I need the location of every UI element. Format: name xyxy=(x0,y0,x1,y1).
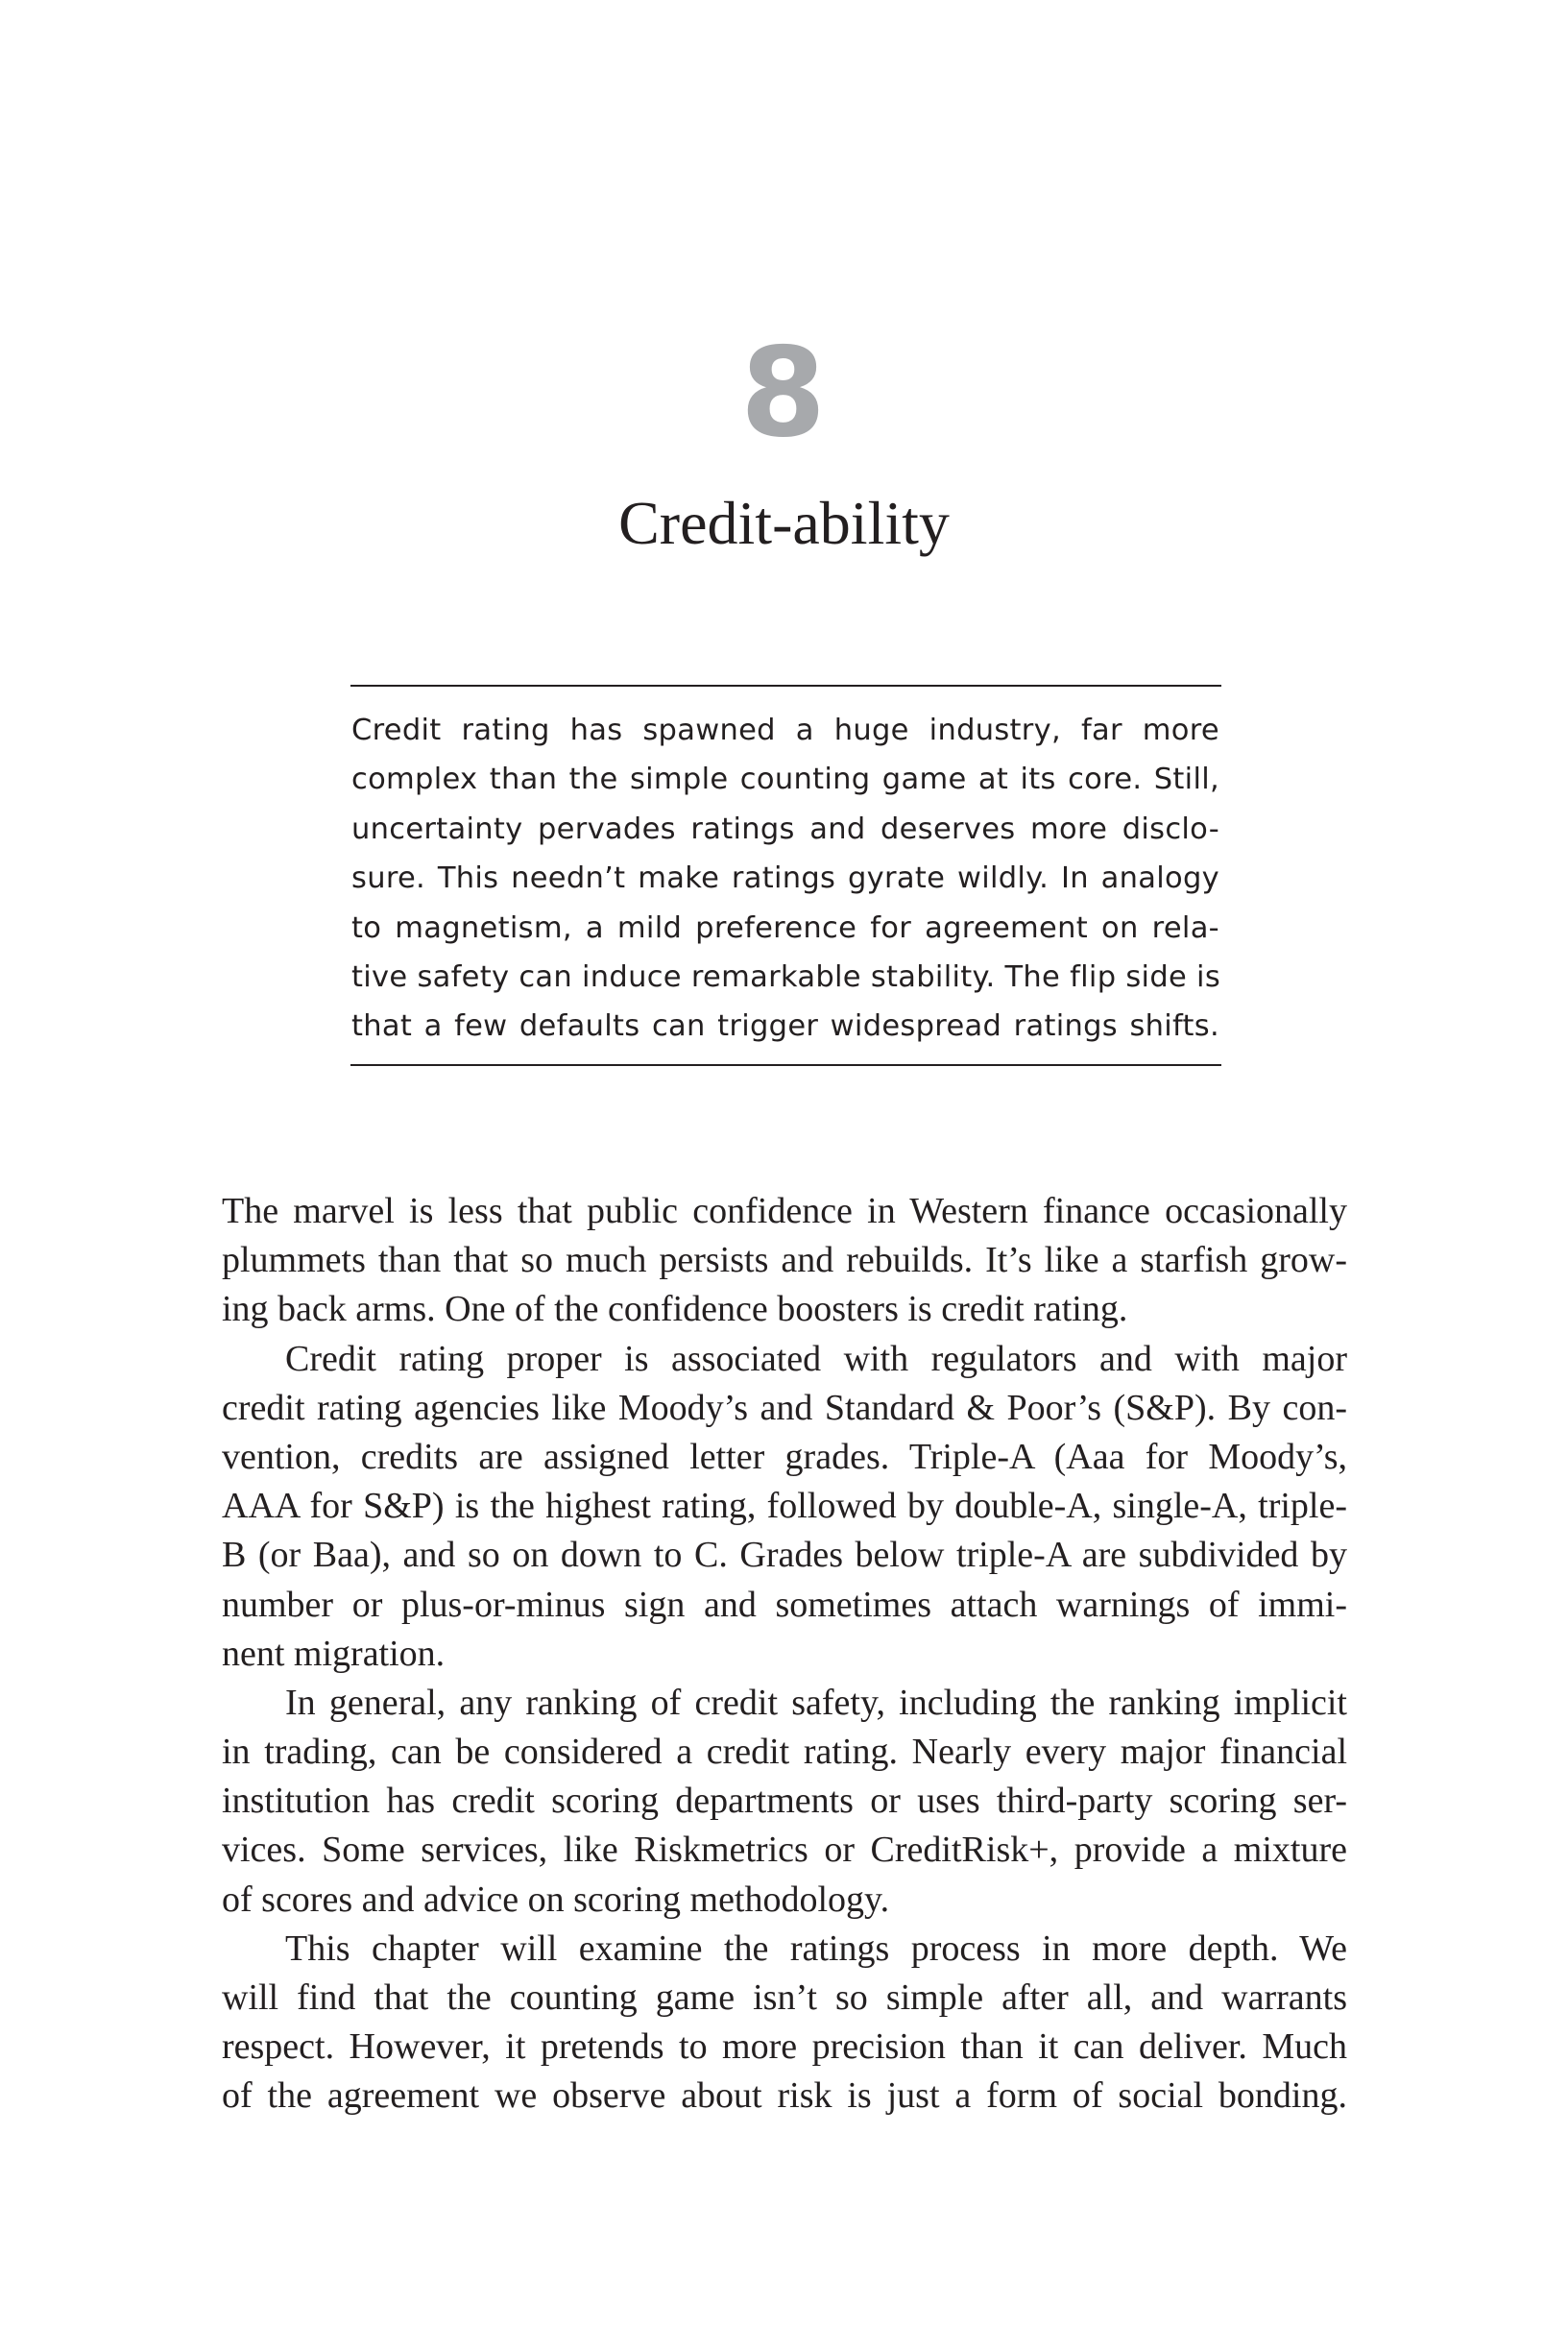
epigraph-line: tive safety can induce remarkable stability. The flip side is xyxy=(351,959,1221,994)
text-line: Credit rating proper is associated with regulators and with major xyxy=(285,1338,1347,1379)
epigraph-line: complex than the simple counting game at its core. Still, xyxy=(351,763,1219,797)
text-line: plummets than that so much persists and rebuilds. It’s like a starfish grow- xyxy=(222,1240,1347,1281)
text-line: will find that the counting game isn’t so simple after all, and warrants xyxy=(222,1977,1347,2018)
epigraph-line: sure. This needn’t make ratings gyrate wildly. In analogy xyxy=(351,861,1219,896)
text-line: vices. Some services, like Riskmetrics or CreditRisk+, provide a mixture xyxy=(222,1830,1347,1871)
text-line: ing back arms. One of the confidence boosters is credit rating. xyxy=(222,1289,1128,1330)
epigraph-line: uncertainty pervades ratings and deserves more disclo- xyxy=(351,812,1219,846)
text-line: AAA for S&P) is the highest rating, followed by double-A, single-A, triple- xyxy=(222,1486,1347,1527)
text-line: This chapter will examine the ratings process in more depth. We xyxy=(285,1928,1347,1969)
text-line: In general, any ranking of credit safety, including the ranking implicit xyxy=(285,1682,1347,1723)
text-line: number or plus-or-minus sign and sometimes attach warnings of immi- xyxy=(222,1584,1347,1625)
text-line: vention, credits are assigned letter grades. Triple-A (Aaa for Moody’s, xyxy=(222,1436,1347,1477)
epigraph-line: Credit rating has spawned a huge industry, far more xyxy=(351,714,1219,747)
chapter-title: Credit-ability xyxy=(618,489,950,557)
chapter-epigraph xyxy=(351,706,1219,1052)
chapter-number: 8 xyxy=(739,322,829,465)
text-line: of scores and advice on scoring methodology. xyxy=(222,1879,890,1920)
epigraph-bottom-rule xyxy=(350,1064,1221,1066)
text-line: B (or Baa), and so on down to C. Grades below triple-A are subdivided by xyxy=(222,1535,1347,1576)
paragraph-2 xyxy=(222,1335,1347,1679)
paragraph-4 xyxy=(222,1925,1347,2122)
text-line: of the agreement we observe about risk is just a form of social bonding. xyxy=(222,2075,1347,2117)
epigraph-line: to magnetism, a mild preference for agreement on rela- xyxy=(351,910,1219,945)
text-line: respect. However, it pretends to more precision than it can deliver. Much xyxy=(222,2026,1347,2068)
text-line: in trading, can be considered a credit rating. Nearly every major financial xyxy=(222,1732,1347,1773)
text-line: The marvel is less that public confidence in Western finance occasionally xyxy=(222,1191,1347,1231)
text-line: institution has credit scoring departments or uses third-party scoring ser- xyxy=(222,1781,1347,1822)
paragraph-1 xyxy=(222,1187,1347,1335)
text-line: credit rating agencies like Moody’s and Standard & Poor’s (S&P). By con- xyxy=(222,1387,1347,1428)
text-line: nent migration. xyxy=(222,1633,446,1674)
body-text xyxy=(222,1187,1347,2122)
epigraph-top-rule xyxy=(350,685,1221,687)
epigraph-line: that a few defaults can trigger widespread ratings shifts. xyxy=(351,1009,1219,1044)
paragraph-3 xyxy=(222,1679,1347,1925)
